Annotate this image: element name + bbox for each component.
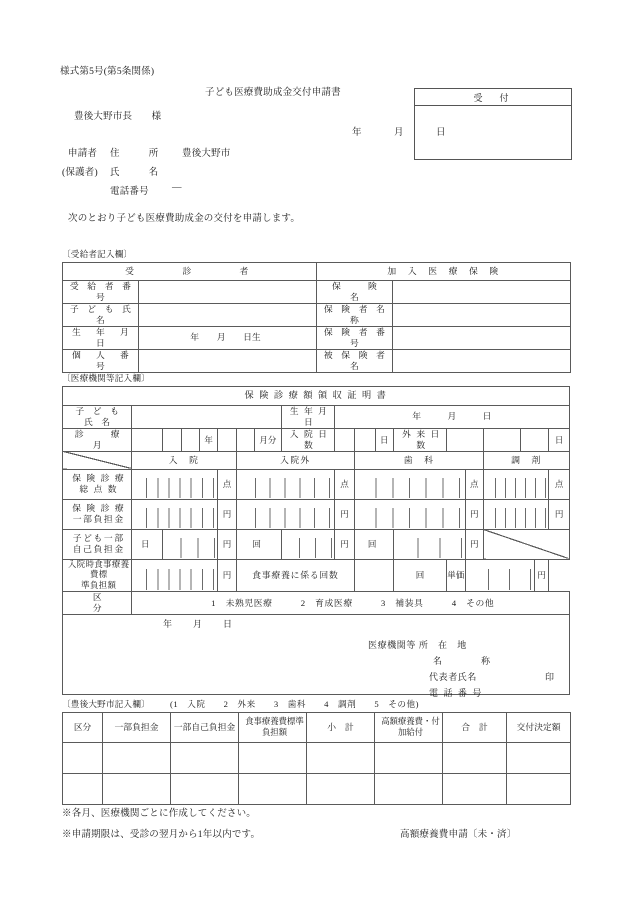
medical-month-row	[63, 428, 570, 451]
city-cell-1-5[interactable]	[375, 774, 443, 805]
total-points-label: 保 険 診 療 総 点 数	[63, 469, 132, 499]
application-statement: 次のとおり子ども医療費助成金の交付を申請します。	[68, 214, 301, 224]
recipient-value-0[interactable]	[139, 281, 317, 304]
medical-title-row	[63, 387, 570, 406]
total-points-outpatient-unit: 点	[334, 469, 354, 499]
meal-count-unit: 回	[393, 559, 446, 592]
high-cost-application-note: 高額療養費申請〔未・済〕	[400, 830, 517, 840]
self-pay-dental-unit: 円	[465, 529, 483, 559]
city-table	[62, 712, 571, 805]
table-row	[63, 349, 571, 372]
recipient-label-2: 生 年 月 日	[63, 326, 139, 349]
city-col-meal: 食事療養費標準 負担額	[239, 713, 307, 743]
colhead-outpatient: 入院外	[236, 451, 355, 469]
city-cell-0-7[interactable]	[507, 743, 571, 774]
meal-price-unit: 円	[534, 559, 548, 592]
recipient-label-3: 個 人 番 号	[63, 349, 139, 372]
table-row	[63, 743, 571, 774]
city-cell-0-6[interactable]	[443, 743, 507, 774]
city-section-caption: 〔豊後大野市記入欄〕	[62, 699, 150, 709]
city-col-category: 区分	[63, 713, 103, 743]
medical-footer-cell	[63, 615, 570, 699]
application-date-line: 年 月 日	[352, 128, 447, 138]
copay-inpatient[interactable]	[132, 499, 218, 529]
city-cell-1-0[interactable]	[63, 774, 103, 805]
recipient-value-2[interactable]: 年 月 日生	[139, 326, 317, 349]
city-cell-1-6[interactable]	[443, 774, 507, 805]
city-cell-0-2[interactable]	[171, 743, 239, 774]
corner-slash-cell	[63, 451, 132, 469]
city-cell-0-3[interactable]	[239, 743, 307, 774]
city-cell-1-1[interactable]	[103, 774, 171, 805]
city-cell-0-1[interactable]	[103, 743, 171, 774]
medical-section-caption: 〔医療機関等記入欄〕	[62, 373, 150, 383]
total-points-dispensing-unit: 点	[549, 469, 570, 499]
institution-phone-label: 電 話 番 号	[429, 688, 483, 699]
city-table-header-row	[63, 713, 571, 743]
copay-dental-unit: 円	[465, 499, 483, 529]
note-deadline: ※申請期限は、受診の翌月から1年以内です。	[62, 830, 261, 840]
city-cell-1-2[interactable]	[171, 774, 239, 805]
city-col-highcost: 高額療養費・付 加給付	[375, 713, 443, 743]
city-cell-0-0[interactable]	[63, 743, 103, 774]
table-row	[63, 774, 571, 805]
copay-dental[interactable]	[355, 499, 465, 529]
outpatient-days-box-c[interactable]	[520, 428, 549, 451]
child-name-input[interactable]	[132, 406, 281, 429]
year-unit: 年	[199, 428, 217, 451]
treat-month-box-b[interactable]	[236, 428, 254, 451]
total-points-inpatient[interactable]	[132, 469, 218, 499]
institution-name-label: 名 称	[433, 656, 494, 667]
recipient-head-right: 加 入 医 療 保 険	[317, 263, 571, 281]
address-label: 住 所	[110, 149, 159, 159]
receipt-label: 受 付	[415, 89, 571, 106]
insurance-label-3: 被 保 険 者 名	[317, 349, 393, 372]
city-cell-0-4[interactable]	[307, 743, 375, 774]
medical-meal-row	[63, 559, 570, 592]
meal-allowance-label	[63, 559, 132, 592]
self-pay-dental[interactable]	[393, 529, 465, 559]
city-cell-0-5[interactable]	[375, 743, 443, 774]
self-pay-outpatient-count-unit: 回	[236, 529, 281, 559]
medical-name-row	[63, 406, 570, 429]
medical-colhead-row	[63, 451, 570, 469]
addressee: 豊後大野市長 様	[74, 112, 162, 122]
meal-amount-input[interactable]	[132, 559, 218, 592]
recipient-section-caption: 〔受給者記入欄〕	[62, 249, 133, 259]
city-col-total: 合 計	[443, 713, 507, 743]
meal-price-label: 単価	[447, 559, 465, 592]
phone-dash: ―	[172, 183, 182, 193]
copay-dispensing-unit: 円	[549, 499, 570, 529]
self-pay-inpatient-days-unit: 日	[132, 529, 163, 559]
meal-count-label: 食事療養に係る回数	[236, 559, 355, 592]
outpatient-days-box-b[interactable]	[483, 428, 520, 451]
table-row	[63, 303, 571, 326]
medical-self-pay-row	[63, 529, 570, 559]
recipient-head-left: 受 診 者	[63, 263, 317, 281]
phone-label: 電話番号	[110, 187, 149, 197]
insurance-value-1[interactable]	[393, 303, 571, 326]
insurance-label-2: 保 険 者 番 号	[317, 326, 393, 349]
treatment-month-label: 診 療 月	[63, 428, 132, 451]
medical-table-title: 保 険 診 療 額 領 収 証 明 書	[63, 387, 570, 406]
table-row	[63, 326, 571, 349]
meal-label-line1: 入院時食事療養費標	[68, 559, 130, 580]
total-points-dispensing[interactable]	[483, 469, 548, 499]
address-value: 豊後大野市	[182, 149, 231, 159]
meal-amount-unit: 円	[218, 559, 236, 592]
self-pay-outpatient[interactable]	[281, 529, 334, 559]
medical-category-row	[63, 592, 570, 615]
self-pay-label: 子ども一部自己負担金	[63, 529, 132, 559]
institution-location-label: 医療機関等 所 在 地	[368, 640, 467, 651]
category-options[interactable]: 1 未熟児医療 2 育成医療 3 補装具 4 その他	[132, 592, 570, 615]
city-col-decided: 交付決定額	[507, 713, 571, 743]
colhead-dispensing: 調 剤	[483, 451, 569, 469]
insurance-label-0: 保 険 名	[317, 281, 393, 304]
outpatient-days-unit: 日	[549, 428, 570, 451]
copay-outpatient-unit: 円	[334, 499, 354, 529]
guardian-label: (保護者)	[62, 168, 98, 178]
recipient-label-0: 受 給 者 番 号	[63, 281, 139, 304]
city-col-subtotal: 小 計	[307, 713, 375, 743]
outpatient-days-label: 外 来 日 数	[393, 428, 446, 451]
insurance-label-1: 保 険 者 名 称	[317, 303, 393, 326]
medical-footer-row	[63, 615, 570, 695]
medical-copay-row	[63, 499, 570, 529]
treat-year-box-b[interactable]	[163, 428, 181, 451]
admit-days-box-a[interactable]	[334, 428, 354, 451]
city-col-selfpay: 一部自己負担金	[171, 713, 239, 743]
self-pay-dispensing-slash	[483, 529, 569, 559]
insurance-value-0[interactable]	[393, 281, 571, 304]
child-name-label: 子 ど も 氏 名	[63, 406, 132, 429]
recipient-value-1[interactable]	[139, 303, 317, 326]
applicant-label: 申請者	[68, 149, 98, 159]
self-pay-inpatient-unit: 円	[218, 529, 236, 559]
page-title: 子ども医療費助成金交付申請書	[205, 88, 341, 98]
copay-inpatient-unit: 円	[218, 499, 236, 529]
treat-month-box-a[interactable]	[218, 428, 236, 451]
medical-table	[62, 386, 570, 699]
certify-date: 年 月 日	[163, 619, 234, 630]
admit-days-label: 入 院 日 数	[281, 428, 334, 451]
outpatient-days-box-a[interactable]	[447, 428, 484, 451]
form-number: 様式第5号(第5条関係)	[60, 67, 155, 77]
insurance-value-2[interactable]	[393, 326, 571, 349]
category-label: 区 分	[63, 592, 132, 615]
total-points-inpatient-unit: 点	[218, 469, 236, 499]
colhead-dental: 歯 科	[355, 451, 484, 469]
city-cell-1-7[interactable]	[507, 774, 571, 805]
admit-days-unit: 日	[375, 428, 393, 451]
name-label: 氏 名	[110, 168, 159, 178]
city-cell-1-4[interactable]	[307, 774, 375, 805]
medical-total-points-row	[63, 469, 570, 499]
meal-count-box-a[interactable]	[355, 559, 394, 592]
institution-rep-label: 代表者氏名	[429, 672, 478, 683]
birth-date-label: 生 年 月 日	[281, 406, 334, 429]
table-row	[63, 281, 571, 304]
note-monthly: ※各月、医療機関ごとに作成してください。	[62, 809, 257, 819]
city-section-legend: (1 入院 2 外来 3 歯科 4 調剤 5 その他)	[170, 699, 419, 709]
colhead-inpatient: 入 院	[132, 451, 236, 469]
city-cell-1-3[interactable]	[239, 774, 307, 805]
total-points-dental[interactable]	[355, 469, 465, 499]
admit-days-box-b[interactable]	[355, 428, 375, 451]
total-points-outpatient[interactable]	[236, 469, 334, 499]
copay-outpatient[interactable]	[236, 499, 334, 529]
self-pay-inpatient[interactable]	[163, 529, 218, 559]
recipient-table	[62, 262, 571, 373]
total-points-dental-unit: 点	[465, 469, 483, 499]
self-pay-dental-count-unit: 回	[355, 529, 394, 559]
insurance-value-3[interactable]	[393, 349, 571, 372]
treat-year-box-c[interactable]	[181, 428, 199, 451]
month-unit: 月分	[255, 428, 282, 451]
copay-label: 保 険 診 療 一部負担金	[63, 499, 132, 529]
meal-label-line2: 準負担額	[81, 580, 117, 590]
birth-date-value[interactable]: 年 月 日	[334, 406, 569, 429]
copay-dispensing[interactable]	[483, 499, 548, 529]
recipient-table-head-row	[63, 263, 571, 281]
seal-mark: 印	[545, 672, 555, 683]
recipient-value-3[interactable]	[139, 349, 317, 372]
recipient-label-1: 子 ど も 氏 名	[63, 303, 139, 326]
meal-price-input[interactable]	[465, 559, 534, 592]
city-col-copay: 一部負担金	[103, 713, 171, 743]
self-pay-outpatient-unit: 円	[334, 529, 354, 559]
